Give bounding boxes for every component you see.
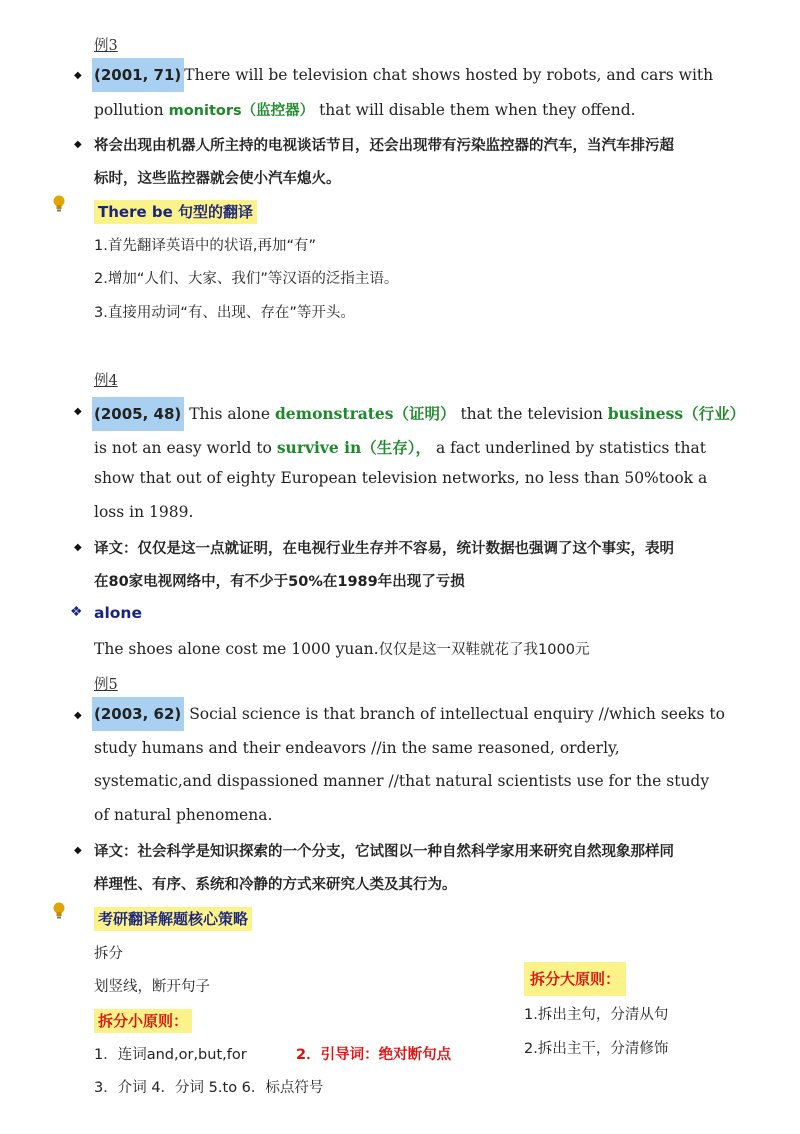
bullet-icon: ◆: [74, 406, 82, 417]
example-3-text: There will be television chat shows hosted by robots, and cars with: [184, 66, 714, 84]
keyword-monitors: monitors（监控器）: [168, 103, 315, 119]
bullet-icon: ◆: [74, 139, 82, 150]
example-3-english-line-1: [94, 66, 713, 84]
lightbulb-icon: [52, 902, 66, 920]
example-3-source: (2001, 71): [92, 58, 184, 92]
bullet-icon: ◆: [74, 70, 82, 81]
example-5-text: Social science is that branch of intellectual enquiry //which seeks to: [184, 705, 725, 723]
lightbulb-icon: [52, 195, 66, 213]
example-3-text: that will disable them when they offend.: [314, 101, 636, 119]
example-5-english-line-3: systematic,and dispassioned manner //that natural scientists use for the study: [94, 772, 710, 790]
big-principle-2: 2.拆出主干，分清修饰: [524, 1041, 669, 1057]
there-be-rule-2: 2.增加“人们、大家、我们”等汉语的泛指主语。: [94, 271, 399, 287]
example-4-source: (2005, 48): [92, 397, 184, 431]
example-4-english-line-3: show that out of eighty European television networks, no less than 50%took a: [94, 469, 708, 487]
example-4-translation-line-1: 译文：仅仅是这一点就证明，在电视行业生存并不容易，统计数据也强调了这个事实，表明: [94, 541, 674, 557]
example-5-source: (2003, 62): [92, 697, 184, 731]
example-3-chinese-line-1: 将会出现由机器人所主持的电视谈话节目，还会出现带有污染监控器的汽车，当汽车排污超: [94, 138, 674, 154]
example-3-chinese-line-2: 标时，这些监控器就会使小汽车熄火。: [94, 171, 341, 187]
diamond-bullet-icon: ❖: [70, 604, 83, 620]
keyword-business: business（行业）: [607, 404, 746, 423]
example-5-english-line-4: of natural phenomena.: [94, 806, 273, 824]
example-5-translation-line-2: 样理性、有序、系统和冷静的方式来研究人类及其行为。: [94, 877, 457, 893]
small-principle-1: 1．连词and,or,but,for: [94, 1047, 247, 1063]
bullet-icon: ◆: [74, 710, 82, 721]
strategy-heading: [94, 908, 252, 929]
example-4-text: that the television: [455, 405, 608, 423]
example-4-text: is not an easy world to: [94, 439, 277, 457]
example-3-english-line-2: [94, 99, 636, 120]
example-4-translation-line-2: 在80家电视网络中，有不少于50%在1989年出现了亏损: [94, 574, 465, 590]
bullet-icon: ◆: [74, 542, 82, 553]
example-4-english-line-2: [94, 436, 706, 458]
alone-example: [94, 638, 589, 659]
example-3-label: 例3: [94, 38, 118, 54]
there-be-title: There be 句型的翻译: [94, 200, 257, 224]
strategy-split-description: 划竖线，断开句子: [94, 979, 210, 995]
bullet-icon: ◆: [74, 845, 82, 856]
big-principles-title: 拆分大原则：: [524, 962, 626, 996]
there-be-rule-3: 3.直接用动词“有、出现、存在”等开头。: [94, 305, 355, 321]
example-4-label: 例4: [94, 373, 118, 389]
alone-heading: alone: [94, 604, 142, 622]
example-5-label: 例5: [94, 677, 118, 693]
example-4-text: a fact underlined by statistics that: [431, 439, 706, 457]
big-principle-1: 1.拆出主句，分清从句: [524, 1007, 669, 1023]
small-principles-heading: [94, 1010, 192, 1031]
small-principle-2: 2．引导词：绝对断句点: [296, 1047, 452, 1063]
example-3-text: pollution: [94, 101, 169, 119]
example-5-english-line-2: study humans and their endeavors //in the same reasoned, orderly,: [94, 739, 620, 757]
alone-example-english: The shoes alone cost me 1000 yuan.: [94, 640, 379, 658]
keyword-survive-in: survive in（生存），: [276, 438, 432, 457]
small-principle-3: 3．介词 4．分词 5.to 6．标点符号: [94, 1080, 324, 1096]
strategy-split: 拆分: [94, 946, 123, 962]
example-5-english-line-1: [94, 705, 725, 723]
there-be-heading: [94, 201, 257, 222]
there-be-rule-1: 1.首先翻译英语中的状语,再加“有”: [94, 238, 316, 254]
small-principles-title: 拆分小原则：: [94, 1009, 192, 1033]
example-4-text: This alone: [184, 405, 275, 423]
example-4-english-line-1: [94, 402, 745, 424]
keyword-demonstrates: demonstrates（证明）: [274, 404, 456, 423]
example-4-english-line-4: loss in 1989.: [94, 503, 194, 521]
strategy-title: 考研翻译解题核心策略: [94, 907, 252, 931]
alone-example-chinese: 仅仅是这一双鞋就花了我1000元: [378, 642, 590, 658]
example-5-translation-line-1: 译文：社会科学是知识探索的一个分支，它试图以一种自然科学家用来研究自然现象那样同: [94, 844, 674, 860]
big-principles-heading: [524, 968, 626, 989]
